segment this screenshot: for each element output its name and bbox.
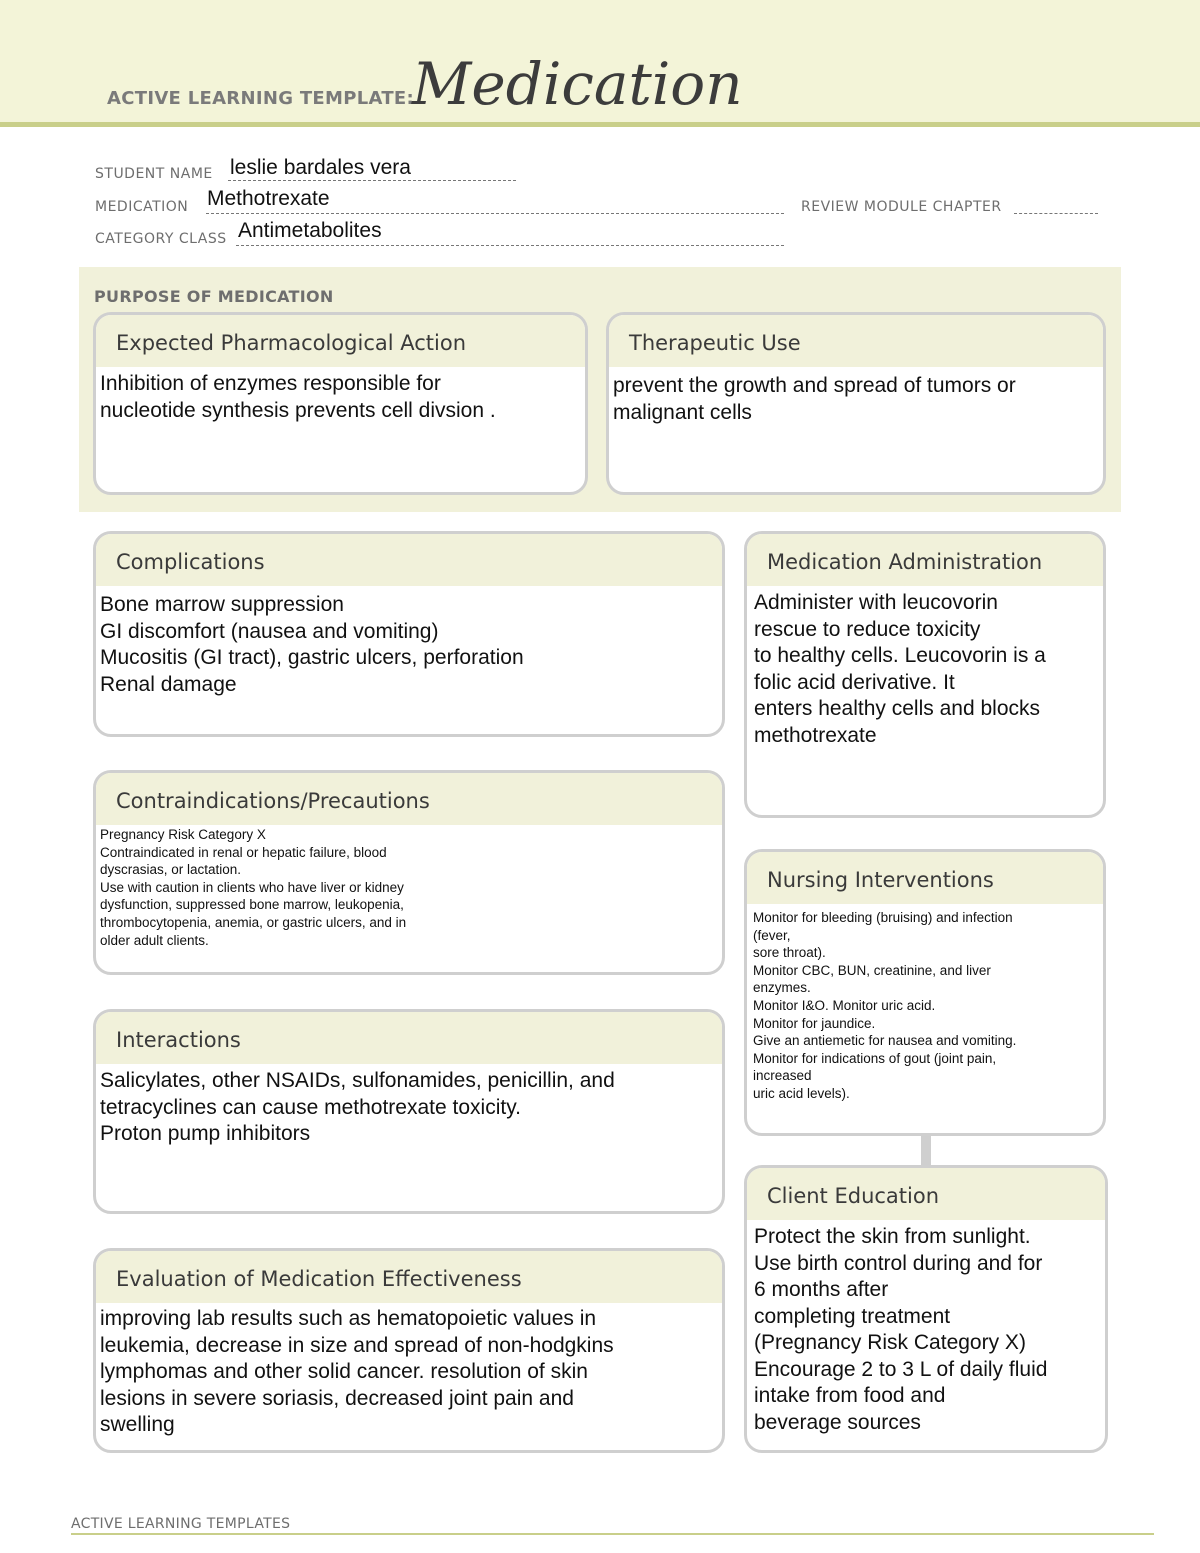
contraindications-text[interactable]: Pregnancy Risk Category X Contraindicated in renal or hepatic failure, blood dyscrasias, or lactation. Use with caution in clients who have liver or kidney dysfunction, suppressed bone marrow, leukopenia, thrombocytopenia, anemia, or gastric ulcers, and in older adult clients. [100,827,407,948]
interactions-text[interactable]: Salicylates, other NSAIDs, sulfonamides, penicillin, and tetracyclines can cause methotrexate toxicity. Proton pump inhibitors [100,1069,615,1145]
medication-administration-title: Medication Administration [747,534,1103,586]
client-education-box [744,1165,1108,1453]
nursing-interventions-title: Nursing Interventions [747,852,1103,904]
medication-administration-box [744,531,1106,818]
complications-title: Complications [96,534,722,586]
contraindications-title: Contraindications/Precautions [96,773,722,825]
box-connector [921,1134,931,1168]
therapeutic-use-text[interactable]: prevent the growth and spread of tumors or malignant cells [613,374,1016,424]
category-class-label: CATEGORY CLASS [95,231,227,247]
review-module-underline [1014,213,1098,214]
medication-label: MEDICATION [95,199,189,215]
purpose-label: PURPOSE OF MEDICATION [94,287,334,306]
header-divider [0,122,1200,127]
interactions-title: Interactions [96,1012,722,1064]
complications-box [93,531,725,737]
complications-text[interactable]: Bone marrow suppression GI discomfort (nausea and vomiting) Mucositis (GI tract), gastric ulcers, perforation Renal damage [100,593,524,696]
page-title: Medication [412,50,743,118]
medication-administration-text[interactable]: Administer with leucovorin rescue to reduce toxicity to healthy cells. Leucovorin is a folic acid derivative. It enters healthy cells and blocks methotrexate [754,591,1046,747]
expected-action-text[interactable]: Inhibition of enzymes responsible for nucleotide synthesis prevents cell divsion . [100,372,496,422]
medication-underline [206,213,784,214]
student-name-underline [228,180,516,181]
template-label: ACTIVE LEARNING TEMPLATE: [107,88,414,109]
nursing-interventions-text[interactable]: Monitor for bleeding (bruising) and infection (fever, sore throat). Monitor CBC, BUN, creatinine, and liver enzymes. Monitor I&O. Monitor uric acid. Monitor for jaundice. Give an antiemetic for nausea and vomiting. Monitor for indications of gout (joint pain, increased uric acid levels). [753,910,1017,1101]
expected-action-title: Expected Pharmacological Action [96,315,585,367]
footer-divider [71,1533,1154,1535]
evaluation-title: Evaluation of Medication Effectiveness [96,1251,722,1303]
review-module-label: REVIEW MODULE CHAPTER [801,199,1002,215]
interactions-box [93,1009,725,1214]
evaluation-box [93,1248,725,1453]
nursing-interventions-box [744,849,1106,1136]
category-class-underline [236,245,784,246]
category-class-field[interactable]: Antimetabolites [238,219,382,242]
contraindications-box [93,770,725,975]
student-name-field[interactable]: leslie bardales vera [230,156,411,179]
client-education-title: Client Education [747,1168,1105,1220]
student-name-label: STUDENT NAME [95,166,213,182]
medication-field[interactable]: Methotrexate [207,187,330,210]
footer-label: ACTIVE LEARNING TEMPLATES [71,1516,291,1532]
expected-action-box [93,312,588,495]
client-education-text[interactable]: Protect the skin from sunlight. Use birth control during and for 6 months after completing treatment (Pregnancy Risk Category X) Encourage 2 to 3 L of daily fluid intake from food and beverage sources [754,1225,1048,1434]
therapeutic-use-title: Therapeutic Use [609,315,1103,367]
evaluation-text[interactable]: improving lab results such as hematopoietic values in leukemia, decrease in size and spread of non-hodgkins lymphomas and other solid cancer. resolution of skin lesions in severe soriasis, decreased joint pain and swelling [100,1307,614,1436]
therapeutic-use-box [606,312,1106,495]
